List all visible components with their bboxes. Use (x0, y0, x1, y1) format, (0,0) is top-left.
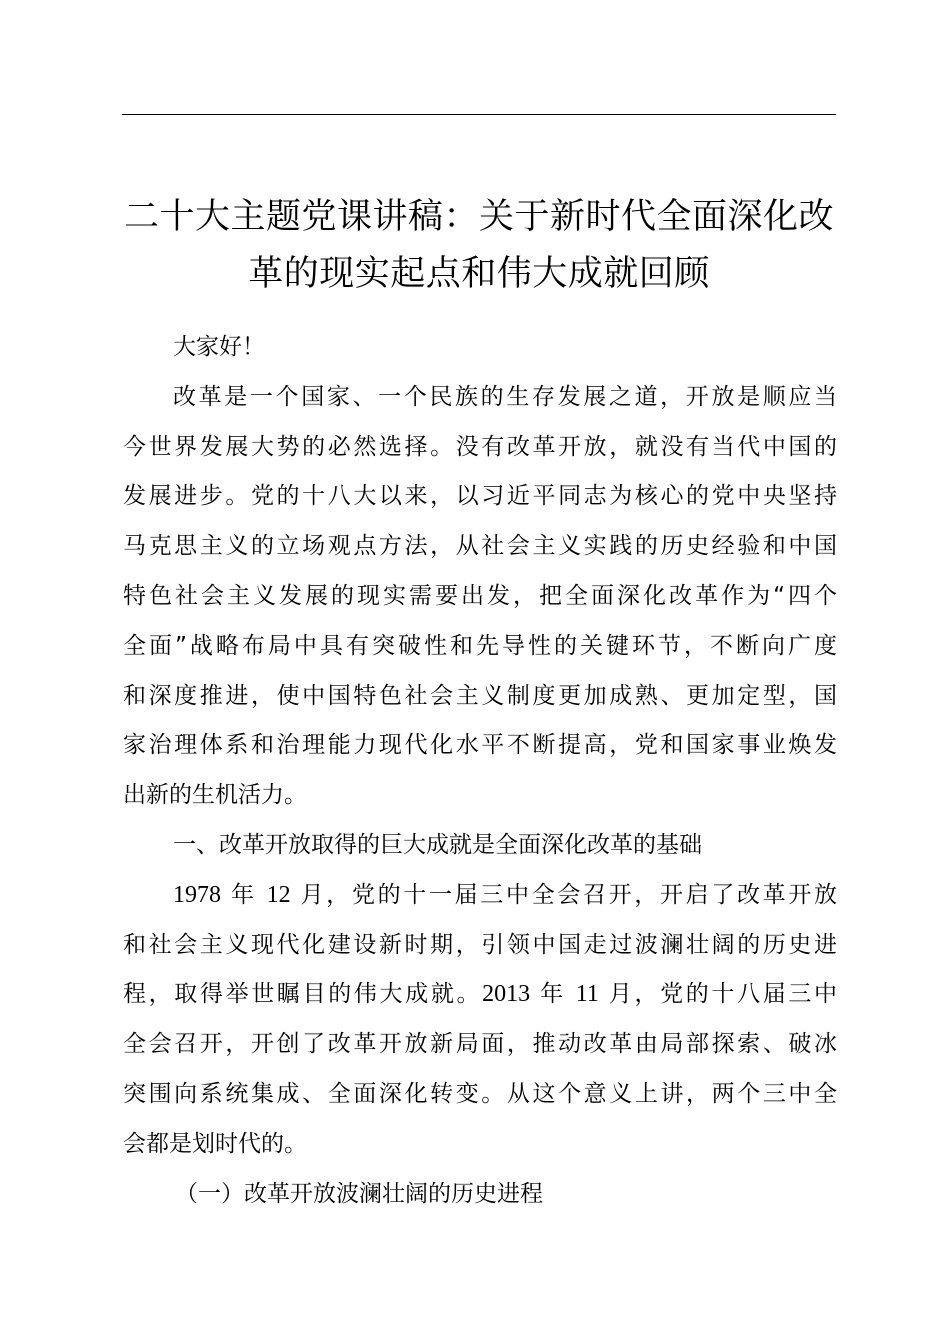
month-11: 11 (575, 981, 599, 1008)
paragraph-2 (123, 871, 837, 1170)
paragraph-2-line: 和社会主义现代化建设新时期，引领中国走过波澜壮阔的历史进 (123, 931, 837, 958)
paragraph-1-line: 今世界发展大势的必然选择。没有改革开放，就没有当代中国的 (123, 433, 837, 460)
title-line-2: 革的现实起点和伟大成就回顾 (248, 254, 710, 295)
paragraph-1-line: 特色社会主义发展的现实需要出发，把全面深化改革作为“四个 (123, 582, 837, 609)
paragraph-1-line: 改革是一个国家、一个民族的生存发展之道，开放是顺应当 (173, 383, 837, 410)
text-fragment: 年 (230, 881, 257, 908)
year-2013: 2013 (482, 981, 531, 1008)
paragraph-1-line: 马克思主义的立场观点方法，从社会主义实践的历史经验和中国 (123, 533, 837, 560)
month-12: 12 (266, 881, 291, 908)
paragraph-1-line: 全面”战略布局中具有突破性和先导性的关键环节，不断向广度 (123, 632, 837, 659)
header-rule (122, 114, 836, 115)
paragraph-1-line: 出新的生机活力。 (123, 782, 307, 809)
greeting: 大家好！ (173, 334, 265, 360)
year-1978: 1978 (173, 881, 221, 908)
text-fragment: 程，取得举世瞩目的伟大成就。 (123, 981, 483, 1008)
paragraph-2-line (123, 970, 837, 1020)
paragraph-1-line: 家治理体系和治理能力现代化水平不断提高，党和国家事业焕发 (123, 732, 837, 759)
document-title (110, 189, 848, 303)
paragraph-2-line: 突围向系统集成、全面深化转变。从这个意义上讲，两个三中全 (123, 1080, 837, 1107)
paragraph-1-line: 发展进步。党的十八大以来，以习近平同志为核心的党中央坚持 (123, 483, 837, 510)
text-fragment: 月，党的十一届三中全会召开，开启了改革开放 (300, 881, 838, 908)
paragraph-1 (123, 373, 837, 821)
paragraph-2-line: 会都是划时代的。 (123, 1130, 307, 1157)
text-fragment: 年 (540, 981, 566, 1008)
paragraph-2-line: 全会召开，开创了改革开放新局面，推动改革由局部探索、破冰 (123, 1031, 837, 1058)
paragraph-1-line: 和深度推进，使中国特色社会主义制度更加成熟、更加定型，国 (123, 682, 837, 709)
subheading-1: （一）改革开放波澜壮阔的历史进程 (175, 1180, 543, 1207)
title-line-1: 二十大主题党课讲稿：关于新时代全面深化改 (123, 197, 834, 238)
text-fragment: 月，党的十八届三中 (608, 981, 838, 1008)
paragraph-2-line (123, 871, 837, 921)
section-heading-1: 一、改革开放取得的巨大成就是全面深化改革的基础 (173, 831, 702, 858)
document-body (123, 323, 837, 1219)
